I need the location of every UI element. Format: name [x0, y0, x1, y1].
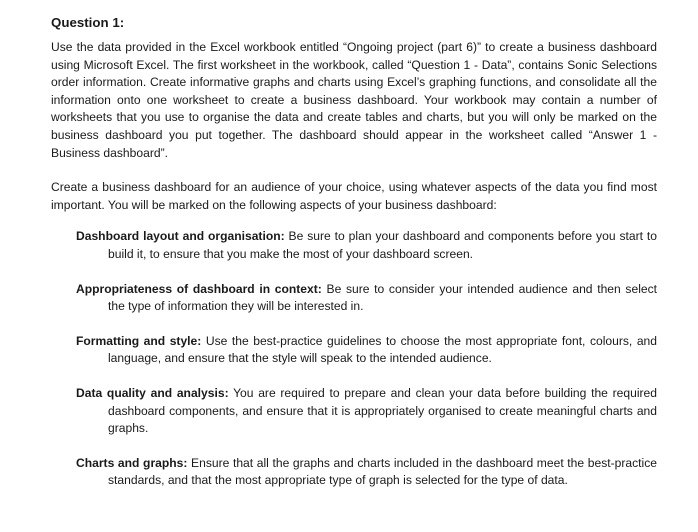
marking-criteria-list: [51, 228, 657, 490]
criterion-charts: [76, 455, 657, 490]
criterion-text: You are required to prepare and clean your data before building the required dashboard components, and ensure that it is appropriately organised to create meaningful charts and graphs.: [108, 385, 657, 436]
criterion-formatting: [76, 333, 657, 368]
document-page: [51, 14, 657, 490]
criterion-title: Dashboard layout and organisation:: [76, 229, 285, 244]
intro-paragraph: Use the data provided in the Excel workbook entitled “Ongoing project (part 6)” to create a business dashboard using Microsoft Excel. The first worksheet in the workbook, called “Question 1 - Data”, contains Sonic Selections order information. Create informative graphs and charts using Excel’s graphing functions, and consolidate all the information onto one worksheet to create a business dashboard. Your workbook may contain a number of worksheets that you use to organise the data and create tables and charts, but you will only be marked on the business dashboard you put together. The dashboard should appear in the worksheet called “Answer 1 - Business dashboard”.: [51, 40, 657, 160]
criterion-text: Be sure to plan your dashboard and components before you start to build it, to ensure that you make the most of your dashboard screen.: [108, 229, 657, 261]
task-paragraph: Create a business dashboard for an audience of your choice, using whatever aspects of the data you find most important. You will be marked on the following aspects of your business dashboard:: [51, 180, 657, 212]
criterion-title: Formatting and style:: [76, 333, 202, 348]
criterion-title: Data quality and analysis:: [76, 385, 229, 400]
question-title: Question 1:: [51, 15, 125, 30]
criterion-data-quality: [76, 385, 657, 438]
criterion-title: Appropriateness of dashboard in context:: [76, 281, 322, 296]
criterion-text: Use the best-practice guidelines to choose the most appropriate font, colours, and language, and ensure that the style will speak to the intended audience.: [108, 333, 657, 366]
criterion-title: Charts and graphs:: [76, 455, 188, 470]
criterion-text: Ensure that all the graphs and charts included in the dashboard meet the best-practice standards, and that the most appropriate type of graph is selected for the type of data.: [108, 455, 657, 488]
criterion-layout: [76, 228, 657, 263]
criterion-text: Be sure to consider your intended audience and then select the type of information they will be interested in.: [108, 281, 658, 314]
criterion-appropriateness: [76, 281, 657, 316]
